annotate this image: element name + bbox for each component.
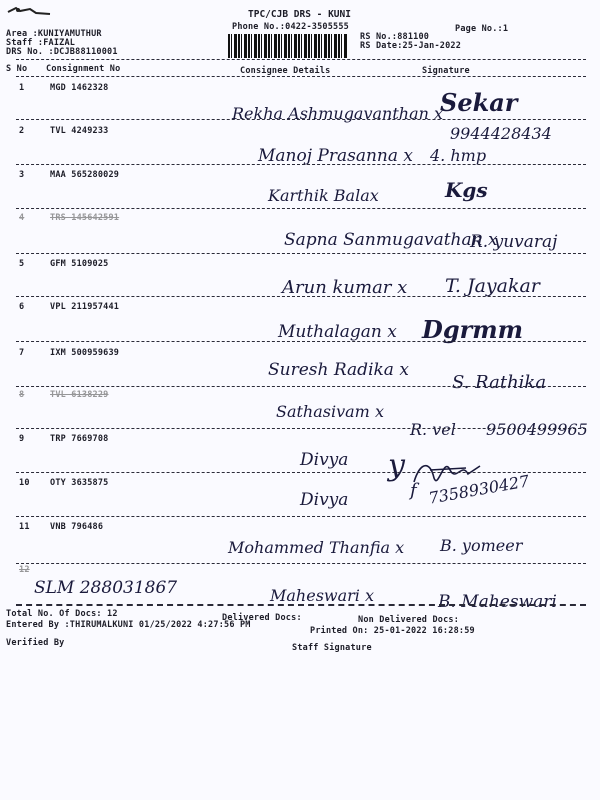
column-sno: S No: [6, 64, 28, 74]
area-label: Area :KUNIYAMUTHUR: [6, 29, 102, 39]
non-delivered-docs: Non Delivered Docs:: [358, 615, 460, 625]
row-sno: 2: [19, 126, 25, 136]
printed-on: Printed On: 25-01-2022 16:28:59: [310, 626, 475, 636]
row-divider: [16, 563, 586, 564]
signature-handwriting: Sekar: [440, 88, 518, 117]
document-title: TPC/CJB DRS - KUNI: [248, 9, 351, 20]
staff-label: Staff :FAIZAL: [6, 38, 76, 48]
row-divider: [16, 208, 586, 209]
row-sno: 12: [19, 565, 30, 575]
row-sno: 6: [19, 302, 25, 312]
row-consignment: OTY 3635875: [50, 478, 109, 488]
row-consignment: TVL 6138229: [50, 390, 109, 400]
signature-handwriting: S. Rathika: [452, 372, 547, 393]
signature-handwriting: Dgrmm: [422, 315, 524, 344]
phone-number: Phone No.:0422-3505555: [232, 22, 349, 32]
consignee-handwriting: Sathasivam x: [276, 402, 384, 421]
consignee-handwriting: Karthik Balax: [268, 186, 379, 205]
consignee-handwriting: Divya: [300, 450, 349, 470]
rs-date: RS Date:25-Jan-2022: [360, 41, 462, 51]
row-divider: [16, 516, 586, 517]
row-divider: [16, 296, 586, 297]
consignee-handwriting: Muthalagan x: [278, 322, 397, 342]
row-sno: 8: [19, 390, 25, 400]
row-divider: [16, 386, 586, 387]
delivered-docs: Delivered Docs:: [222, 613, 302, 623]
consignee-handwriting: Divya: [300, 490, 349, 510]
row-sno: 7: [19, 348, 25, 358]
row-consignment: MGD 1462328: [50, 83, 109, 93]
phone-handwriting: 7358930427: [427, 471, 531, 508]
drs-number: DRS No. :DCJB88110001: [6, 47, 118, 57]
signature-handwriting: y: [388, 448, 405, 483]
phone-handwriting: 9500499965: [486, 420, 588, 439]
barcode: [228, 34, 348, 58]
consignee-handwriting: Maheswari x: [270, 586, 375, 605]
signature-handwriting: T. Jayakar: [445, 275, 540, 297]
row-sno: 11: [19, 522, 30, 532]
signature-handwriting: 4. hmp: [430, 146, 487, 165]
row-sno: 9: [19, 434, 25, 444]
row-sno: 10: [19, 478, 30, 488]
signature-handwriting: B. Maheswari: [438, 592, 557, 612]
signature-handwriting: f: [410, 480, 417, 501]
entered-by: Entered By :THIRUMALKUNI 01/25/2022 4:27:56 PM: [6, 620, 251, 630]
row-sno: 4: [19, 213, 25, 223]
column-consignment: Consignment No: [46, 64, 121, 74]
signature-handwriting: R. vel: [410, 420, 456, 439]
signature-handwriting: B. yomeer: [440, 536, 523, 555]
column-signature: Signature: [422, 66, 470, 76]
column-divider: [16, 76, 586, 77]
consignment-handwriting: SLM 288031867: [34, 578, 178, 598]
rs-number: RS No.:881100: [360, 32, 430, 42]
consignee-handwriting: Suresh Radika x: [268, 360, 409, 380]
consignee-handwriting: Mohammed Thanfia x: [228, 538, 405, 557]
page-number: Page No.:1: [455, 24, 509, 34]
row-consignment: TVL 4249233: [50, 126, 109, 136]
column-consignee: Consignee Details: [240, 66, 331, 76]
row-divider: [16, 472, 586, 473]
row-consignment: MAA 565280029: [50, 170, 120, 180]
signature-handwriting: R. yuvaraj: [470, 232, 558, 252]
row-divider: [16, 164, 586, 165]
row-sno: 3: [19, 170, 25, 180]
row-consignment: VPL 211957441: [50, 302, 120, 312]
staff-signature: Staff Signature: [292, 643, 372, 653]
row-divider: [16, 341, 586, 342]
row-divider: [16, 253, 586, 254]
header-divider: [16, 59, 586, 60]
consignee-handwriting: Manoj Prasanna x: [258, 146, 413, 166]
row-sno: 1: [19, 83, 25, 93]
row-sno: 5: [19, 259, 25, 269]
row-consignment: VNB 796486: [50, 522, 104, 532]
signature-handwriting: Kgs: [445, 178, 488, 202]
row-consignment: IXM 500959639: [50, 348, 120, 358]
row-divider: [16, 428, 586, 429]
row-consignment: GFM 5109025: [50, 259, 109, 269]
consignee-handwriting: Sapna Sanmugavathan x: [284, 230, 498, 250]
consignee-handwriting: Arun kumar x: [282, 277, 408, 298]
row-consignment: TRS 145642591: [50, 213, 120, 223]
footer-divider: [16, 604, 586, 606]
corner-mark-icon: [6, 4, 56, 20]
verified-by: Verified By: [6, 638, 65, 648]
row-divider: [16, 119, 586, 120]
phone-handwriting: 9944428434: [450, 124, 552, 143]
consignee-handwriting: Rekha Ashmugavanthan x: [232, 104, 444, 123]
row-consignment: TRP 7669708: [50, 434, 109, 444]
total-docs: Total No. Of Docs: 12: [6, 609, 118, 619]
